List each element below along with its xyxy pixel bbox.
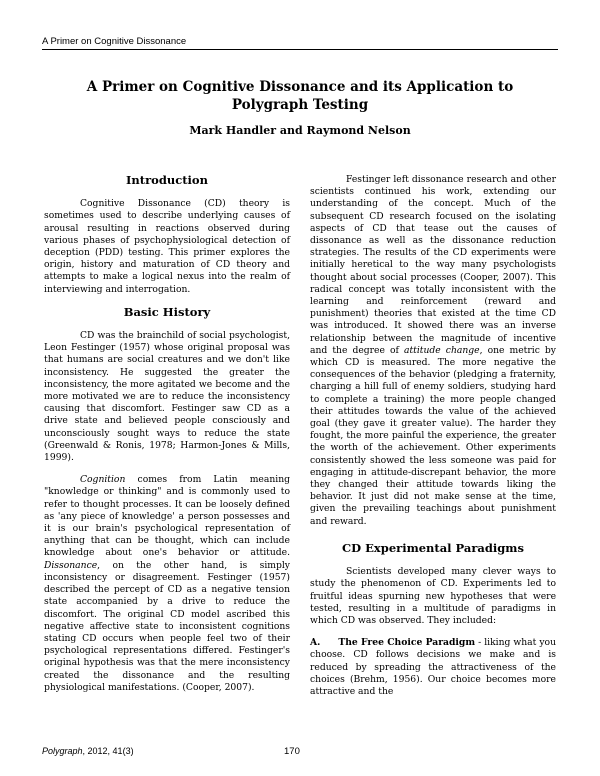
history-paragraph-3-b: , one metric by which CD is measured. The more negative the consequences of the behavior (pledging a fraternity, charging a hill full of enemy soldiers, studying hard to complete a training) the more people changed their attitudes towards the value of the achieved goal (they gave it greater value). The harder they fought, the more painful the experience, the greater the worth of the achievement. Other experiments consistently showed the less someone was paid for engaging in attitude-discrepant behavior, the more they changed their attitude towards liking the behavior. It just did not make sense at the time, given the prevailing teachings about punishment and reward. [310,344,556,527]
footer-journal: Polygraph [42,746,83,756]
intro-paragraph: Cognitive Dissonance (CD) theory is sometimes used to describe underlying causes of arousal resulting in reactions observed during various phases of psychophysiological detection of deception (PDD) testing. This primer explores the origin, history and maturation of CD theory and attempts to make a logical nexus into the realm of interviewing and interrogation. [44,198,290,295]
history-paragraph-1: CD was the brainchild of social psychologist, Leon Festinger (1957) whose original proposal was that humans are social creatures and we don't like inconsistency. He suggested the greater the inconsistency, the more agitated we become and the more motivated we are to reduce the inconsistency causing that discomfort. Festinger saw CD as a drive state and believed people consciously and unconsciously sought ways to reduce the state (Greenwald & Ronis, 1978; Harmon-Jones & Mills, 1999). [44,330,290,464]
running-head: A Primer on Cognitive Dissonance [42,36,187,47]
paper-title: A Primer on Cognitive Dissonance and its Application to Polygraph Testing [86,79,514,113]
history-paragraph-2 [44,474,290,694]
term-dissonance: Dissonance [44,559,98,571]
item-text: - liking what you choose. CD follows decisions we make and is reduced by spreading the attractiveness of the choices (Brehm, 1956). Our choice becomes more attractive and the [310,637,556,697]
header-rule [42,49,558,50]
paradigm-item-a [310,637,556,698]
history-paragraph-2-b: , on the other hand, is simply inconsistency or disagreement. Festinger (1957) described the percept of CD as a negative tension state accompanied by a drive to reduce the discomfort. The original CD model ascribed this negative affective state to inconsistent cognitions stating CD occurs when people feel two of their psychological representations differed. Festinger's original hypothesis was that the mere inconsistency created the dissonance and the resulting physiological manifestations. (Cooper, 2007). [44,559,290,693]
heading-basic-history: Basic History [123,304,211,319]
paradigms-paragraph: Scientists developed many clever ways to study the phenomenon of CD. Experiments led to fruitful ideas spurning new hypotheses that were tested, resulting in a multitude of paradigms in which CD was observed. They included: [310,566,556,626]
history-paragraph-2-a: comes from Latin meaning "knowledge or thinking" and is commonly used to refer to thought processes. It can be loosely defined as 'any piece of knowledge' a person possesses and it is our brain's psychological representation of anything that can be thought, which can include knowledge about one's behavior or attitude. [44,474,290,559]
history-paragraph-3 [310,174,556,528]
page-number: 170 [284,746,300,757]
left-column [44,172,290,704]
heading-introduction: Introduction [126,173,208,187]
heading-paradigms: CD Experimental Paradigms [342,540,524,555]
item-label: A. [310,637,321,649]
item-title: The Free Choice Paradigm [338,637,476,649]
footer-citation [42,746,134,756]
term-cognition: Cognition [80,474,126,486]
footer-issue: , 2012, 41(3) [82,746,134,756]
right-column [310,172,556,708]
history-paragraph-3-a: Festinger left dissonance research and other scientists continued his work, extending our understanding of the concept. Much of the subsequent CD research focused on the isolating aspects of CD that tease out the causes of dissonance as well as the dissonance reduction strategies. The results of the CD experiments were initially heretical to the way many psychologists thought about social processes (Cooper, 2007). This radical concept was totally inconsistent with the learning and reinforcement (reward and punishment) theories that existed at the time CD was introduced. It showed there was an inverse relationship between the magnitude of incentive and the degree of [310,174,556,356]
term-attitude-change: attitude change [404,344,480,356]
paper-authors: Mark Handler and Raymond Nelson [189,124,411,137]
